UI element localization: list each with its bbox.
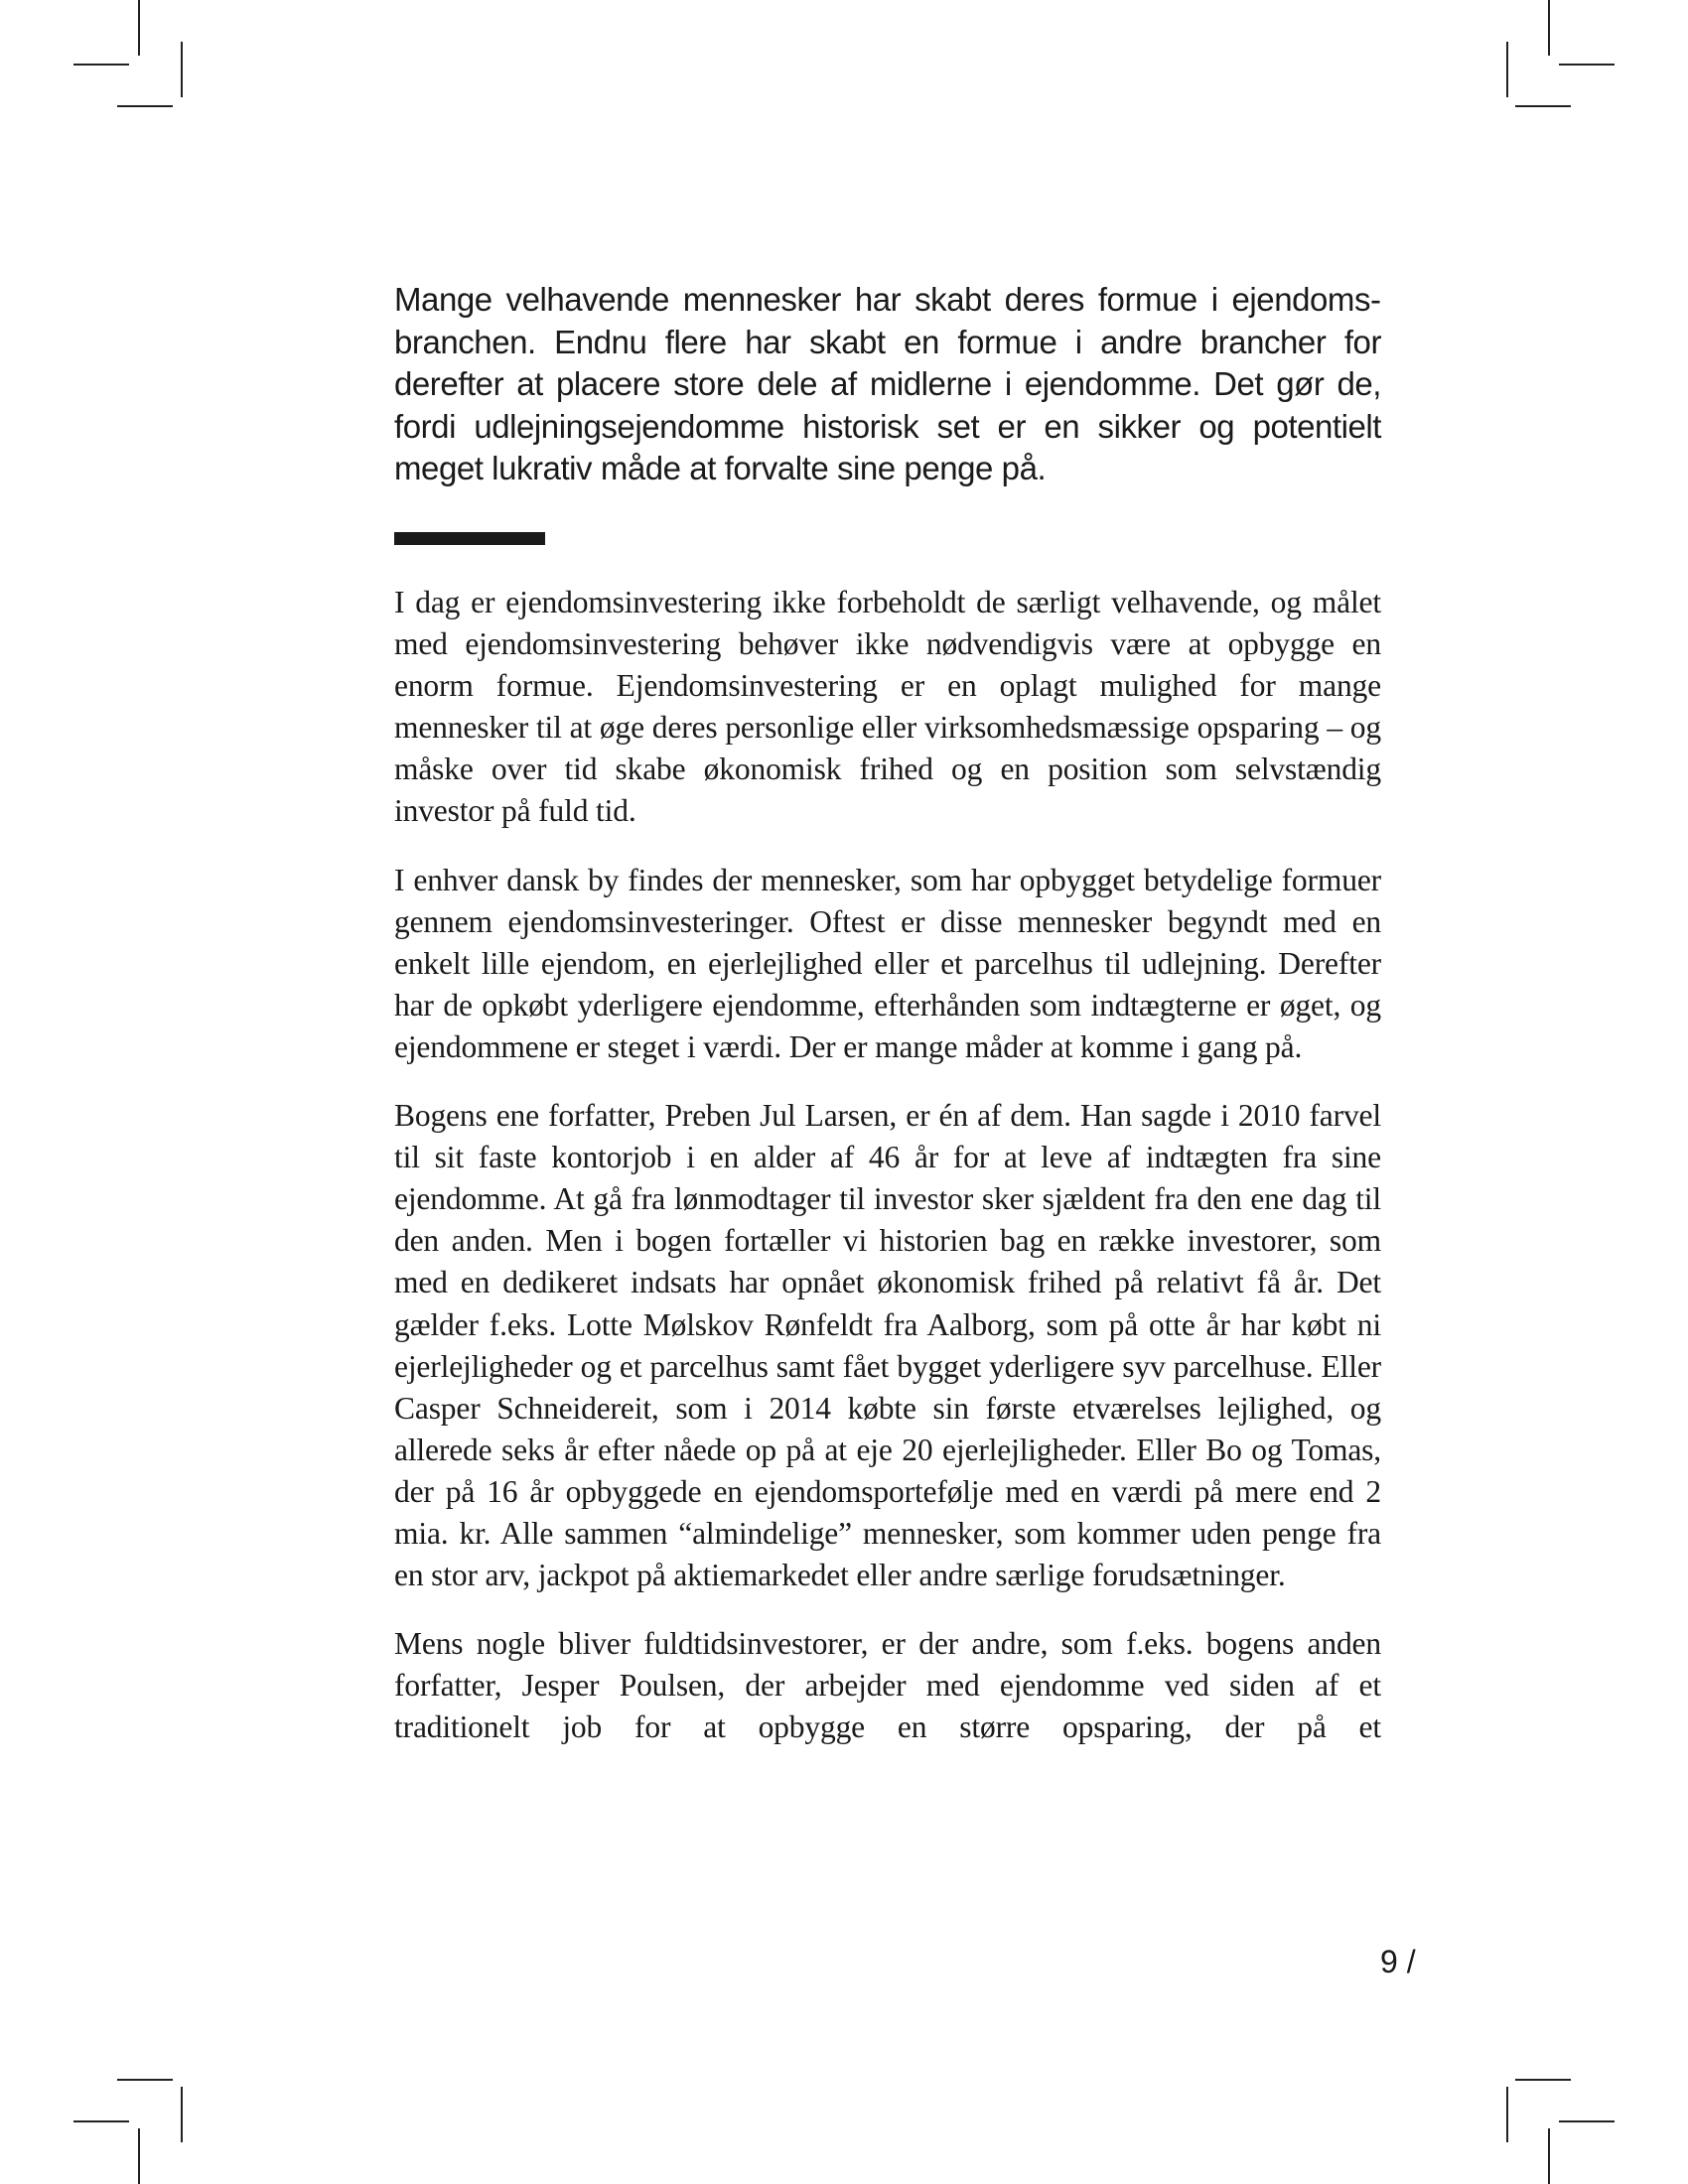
crop-mark: [138, 2128, 140, 2184]
intro-text: [394, 279, 1381, 490]
crop-mark: [181, 42, 183, 97]
crop-mark: [1506, 2087, 1508, 2142]
crop-mark: [1506, 42, 1508, 97]
paragraph-4: Mens nogle bliver fuldtidsinvestorer, er der andre, som f.eks. bogens anden forfatter, Jesper Poulsen, der arbejder med ejendomme ved siden af et traditionelt job for at opbygge en større opsparing, der på et: [394, 1626, 1381, 1745]
crop-mark: [181, 2087, 183, 2142]
crop-mark: [1559, 64, 1615, 66]
crop-mark: [1548, 0, 1550, 56]
body-text: [394, 582, 1381, 1775]
crop-mark: [1548, 2128, 1550, 2184]
crop-mark: [138, 0, 140, 56]
crop-mark: [73, 64, 129, 66]
section-divider: [394, 532, 545, 545]
crop-mark: [73, 2120, 129, 2122]
crop-mark: [1515, 2079, 1571, 2081]
crop-mark: [1559, 2120, 1615, 2122]
paragraph-3: Bogens ene forfatter, Preben Jul Larsen, er én af dem. Han sagde i 2010 farvel til sit faste kontorjob i en alder af 46 år for at leve af indtægten fra sine ejendomme. At gå fra lønmodtager til investor sker sjældent fra den ene dag til den anden. Men i bogen fortæller vi historien bag en række investorer, som med en dedikeret indsats har opnået økonomisk frihed på relativt få år. Det gælder f.eks. Lotte Mølskov Rønfeldt fra Aalborg, som på otte år har købt ni ejerlejligheder og et parcelhus samt fået bygget yderligere syv parcelhuse. Eller Casper Schneidereit, som i 2014 købte sin første etværelses lejlighed, og allerede seks år efter nåede op på at eje 20 ejerlejligheder. Eller Bo og Tomas, der på 16 år opbyggede en ejendomsportefølje med en værdi på mere end 2 mia. kr. Alle sammen “almindelige” mennesker, som kommer uden penge fra en stor arv, jackpot på aktiemarkedet eller andre særlige forudsætninger.: [394, 1098, 1381, 1593]
crop-mark: [117, 105, 173, 107]
crop-mark: [1515, 105, 1571, 107]
page-number: 9 /: [1380, 1944, 1416, 1979]
intro-paragraph: Mange velhavende mennesker har skabt deres formue i ejendomsbranchen. Endnu flere har skabt en formue i andre brancher for derefter at placere store dele af midlerne i ejendomme. Det gør de, fordi udlejningsejendomme historisk set er en sikker og potentielt meget lukrativ måde at forvalte sine penge på.: [394, 281, 1381, 486]
crop-mark: [117, 2079, 173, 2081]
paragraph-2: I enhver dansk by findes der mennesker, som har opbygget betydelige formuer gennem ejendomsinvesteringer. Oftest er disse mennesker begyndt med en enkelt lille ejendom, en ejerlejlighed eller et parcelhus til udlejning. Derefter har de opkøbt yderligere ejendomme, efterhånden som indtægterne er øget, og ejendommene er steget i værdi. Der er mange måder at komme i gang på.: [394, 862, 1381, 1064]
paragraph-1: I dag er ejendomsinvestering ikke forbeholdt de særligt velhavende, og målet med ejendomsinvestering behøver ikke nødvendigvis være at opbygge en enorm formue. Ejendomsinvestering er en oplagt mulighed for mange mennesker til at øge deres personlige eller virksomhedsmæssige opsparing – og måske over tid skabe økonomisk frihed og en position som selvstændig investor på fuld tid.: [394, 585, 1381, 829]
